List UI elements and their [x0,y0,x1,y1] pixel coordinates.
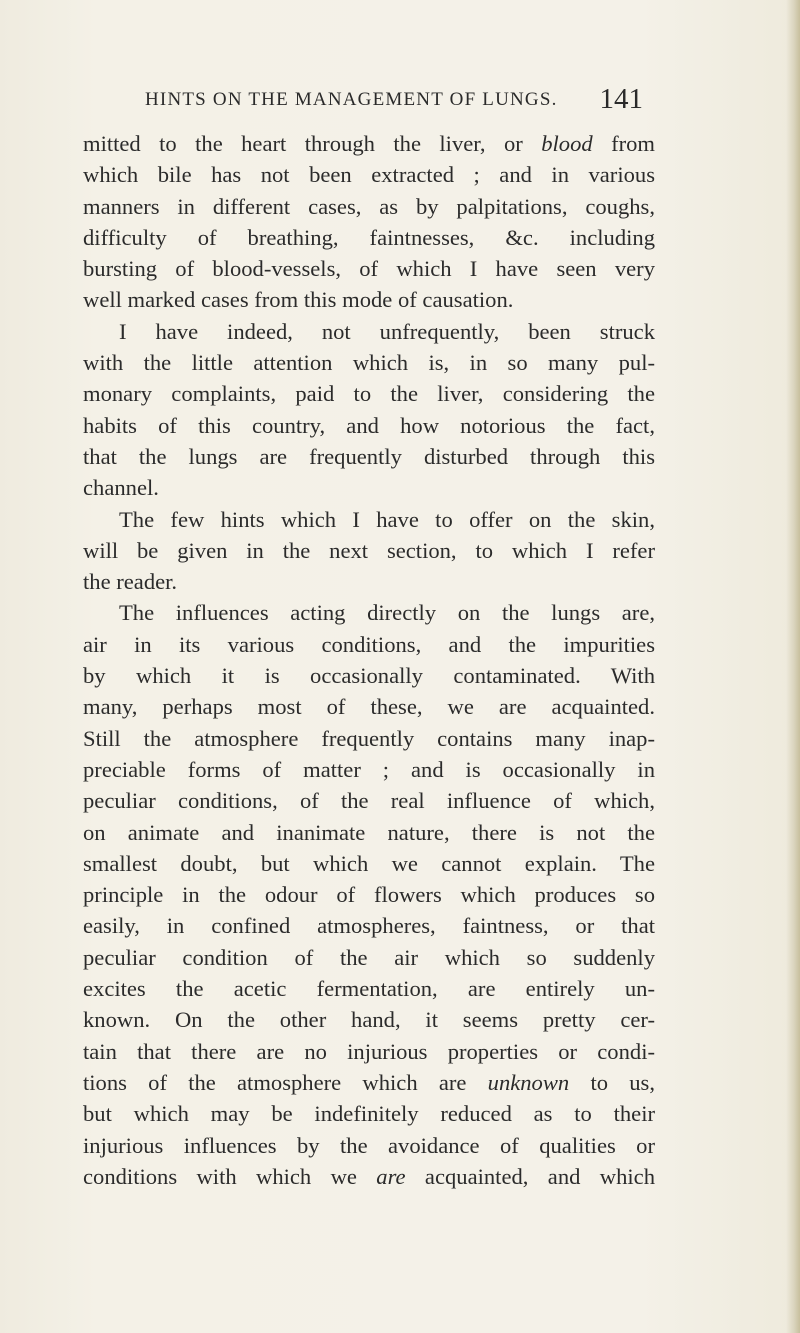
italic-text: blood [541,131,593,156]
text-run: difficulty of breathing, faintnesses, &c. including [83,224,655,250]
text-line [83,1161,655,1192]
text-line [83,1004,655,1035]
text-run: monary complaints, paid to the liver, considering the [83,381,655,407]
text-line [83,879,655,910]
body-text [83,128,655,1192]
text-run: from [592,131,655,156]
text-line [83,410,655,441]
text-run: many, perhaps most of these, we are acquainted. [83,694,655,720]
text-line [83,660,655,691]
running-title: HINTS ON THE MANAGEMENT OF LUNGS. [145,89,558,110]
text-run: well marked cases from this mode of causation. [83,287,514,313]
text-line [83,629,655,660]
text-line [83,316,655,347]
text-run: to us, [569,1069,655,1095]
text-run: I have indeed, not unfrequently, been struck [119,318,655,344]
text-run: by which it is occasionally contaminated. With [83,663,655,689]
text-line [83,504,655,535]
text-run: will be given in the next section, to which I refer [83,537,655,563]
text-run: which bile has not been extracted ; and in various [83,162,655,188]
text-line [83,1098,655,1129]
text-line [83,817,655,848]
text-run: conditions with which we [83,1163,377,1189]
text-line [83,1036,655,1067]
text-run: peculiar conditions, of the real influence of which, [83,788,655,814]
text-run: habits of this country, and how notorious the fact, [83,412,655,438]
text-line [83,1067,655,1098]
text-run: air in its various conditions, and the impurities [83,631,655,657]
text-line [83,942,655,973]
text-line [83,253,655,284]
text-run: peculiar condition of the air which so suddenly [83,944,655,970]
text-line [83,754,655,785]
text-run: injurious influences by the avoidance of qualities or [83,1132,655,1158]
text-line [83,441,655,472]
text-run: known. On the other hand, it seems pretty cer- [83,1007,655,1033]
text-run: tain that there are no injurious properties or condi- [83,1038,655,1064]
text-line [83,566,655,597]
text-line [83,973,655,1004]
text-line [83,222,655,253]
text-run: easily, in confined atmospheres, faintness, or that [83,913,655,939]
text-line [83,378,655,409]
text-run: but which may be indefinitely reduced as to their [83,1101,655,1127]
text-line [83,848,655,879]
text-line [83,723,655,754]
italic-text: are [376,1163,406,1189]
text-line [83,691,655,722]
text-line [83,472,655,503]
text-run: preciable forms of matter ; and is occasionally in [83,756,655,782]
text-run: The influences acting directly on the lungs are, [119,600,655,626]
text-line [83,159,655,190]
text-run: The few hints which I have to offer on the skin, [119,506,655,532]
text-run: on animate and inanimate nature, there is not the [83,819,655,845]
text-run: principle in the odour of flowers which produces so [83,882,655,908]
text-line [83,910,655,941]
text-run: with the little attention which is, in so many pul- [83,350,655,376]
text-run: acquainted, and which [405,1163,655,1189]
page-edge-shadow [786,0,800,1333]
text-line [83,1130,655,1161]
text-line [83,535,655,566]
text-run: the reader. [83,569,178,595]
italic-text: unknown [487,1069,570,1095]
text-line [83,347,655,378]
text-run: manners in different cases, as by palpitations, coughs, [83,193,655,219]
text-run: Still the atmosphere frequently contains many inap- [83,725,655,751]
page-number: 141 [599,83,643,115]
text-line [83,597,655,628]
text-run: tions of the atmosphere which are [83,1069,488,1095]
text-run: mitted to the heart through the liver, or [83,131,542,156]
text-line [83,284,655,315]
text-run: channel. [83,475,159,501]
text-line [83,191,655,222]
text-run: excites the acetic fermentation, are entirely un- [83,976,655,1002]
page-header [145,83,665,115]
text-run: that the lungs are frequently disturbed through this [83,443,655,469]
text-line [83,128,655,159]
text-run: bursting of blood-vessels, of which I have seen very [83,256,655,282]
text-line [83,785,655,816]
text-run: smallest doubt, but which we cannot explain. The [83,850,655,876]
